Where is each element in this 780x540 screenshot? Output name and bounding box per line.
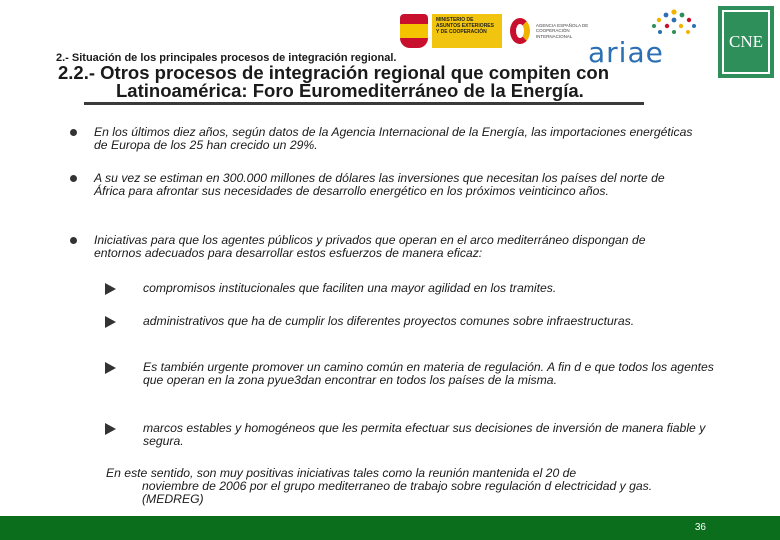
triangle-bullet-icon [105, 362, 116, 374]
title-line-2: Latinoamérica: Foro Euromediterráneo de la Energía. [116, 80, 584, 101]
subbullet-text: marcos estables y homogéneos que les permita efectuar sus decisiones de inversión de manera fiable y segura. [143, 421, 706, 448]
ministry-logo-text: MINISTERIO DE ASUNTOS EXTERIORES Y DE COOPERACIÓN [432, 14, 502, 48]
agency-logo-text: AGENCIA ESPAÑOLA DE COOPERACIÓN INTERNACIONAL [535, 22, 589, 39]
coat-of-arms-icon [400, 14, 428, 48]
ministry-logo [400, 12, 504, 50]
triangle-bullet-icon [105, 423, 116, 435]
triangle-bullet-icon [105, 316, 116, 328]
page-title [58, 64, 698, 100]
page-number: 36 [694, 522, 706, 533]
bullet-dot-icon [70, 237, 77, 244]
bullet-dot-icon [70, 129, 77, 136]
subbullet-text: administrativos que ha de cumplir los diferentes proyectos comunes sobre infraestructuras. [143, 314, 635, 328]
subbullet-text: Es también urgente promover un camino común en materia de regulación. A fin d e que todos los agentes que operan en la zona pyue3dan encontrar en todos los países de la misma. [143, 360, 714, 387]
bullet-text: En los últimos diez años, según datos de la Agencia Internacional de la Energía, las importaciones energéticas de Europa de los 25 han crecido un 29%. [94, 125, 693, 152]
triangle-bullet-icon [105, 283, 116, 295]
closing-line-1: En este sentido, son muy positivas iniciativas tales como la reunión mantenida el 20 de [106, 466, 577, 480]
cne-wordmark: CNE [722, 10, 770, 74]
ariae-wordmark: ariae [588, 36, 664, 69]
cooperation-c-icon [510, 18, 530, 44]
ariae-dots-icon [588, 6, 704, 40]
section-label: 2.- Situación de los principales procesos de integración regional. [56, 52, 397, 64]
footer-bar [0, 516, 780, 540]
ariae-logo [588, 6, 704, 68]
bullet-dot-icon [70, 175, 77, 182]
closing-paragraph [106, 467, 706, 506]
title-line-1: 2.2.- Otros procesos de integración regional que compiten con [58, 62, 609, 83]
title-underline [84, 102, 644, 105]
bullet-text: A su vez se estiman en 300.000 millones de dólares las inversiones que necesitan los países del norte de África para afrontar sus necesidades de desarrollo energético en los próximos veinticinco años. [94, 171, 665, 198]
closing-line-2: noviembre de 2006 por el grupo mediterraneo de trabajo sobre regulación d electricidad y gas. (MEDREG) [142, 479, 653, 506]
bullet-text: Iniciativas para que los agentes públicos y privados que operan en el arco mediterráneo dispongan de entornos adecuados para desarrollar estos esfuerzos de manera eficaz: [94, 233, 646, 260]
subbullet-text: compromisos institucionales que faciliten una mayor agilidad en los tramites. [143, 281, 557, 295]
cne-logo [718, 6, 774, 78]
